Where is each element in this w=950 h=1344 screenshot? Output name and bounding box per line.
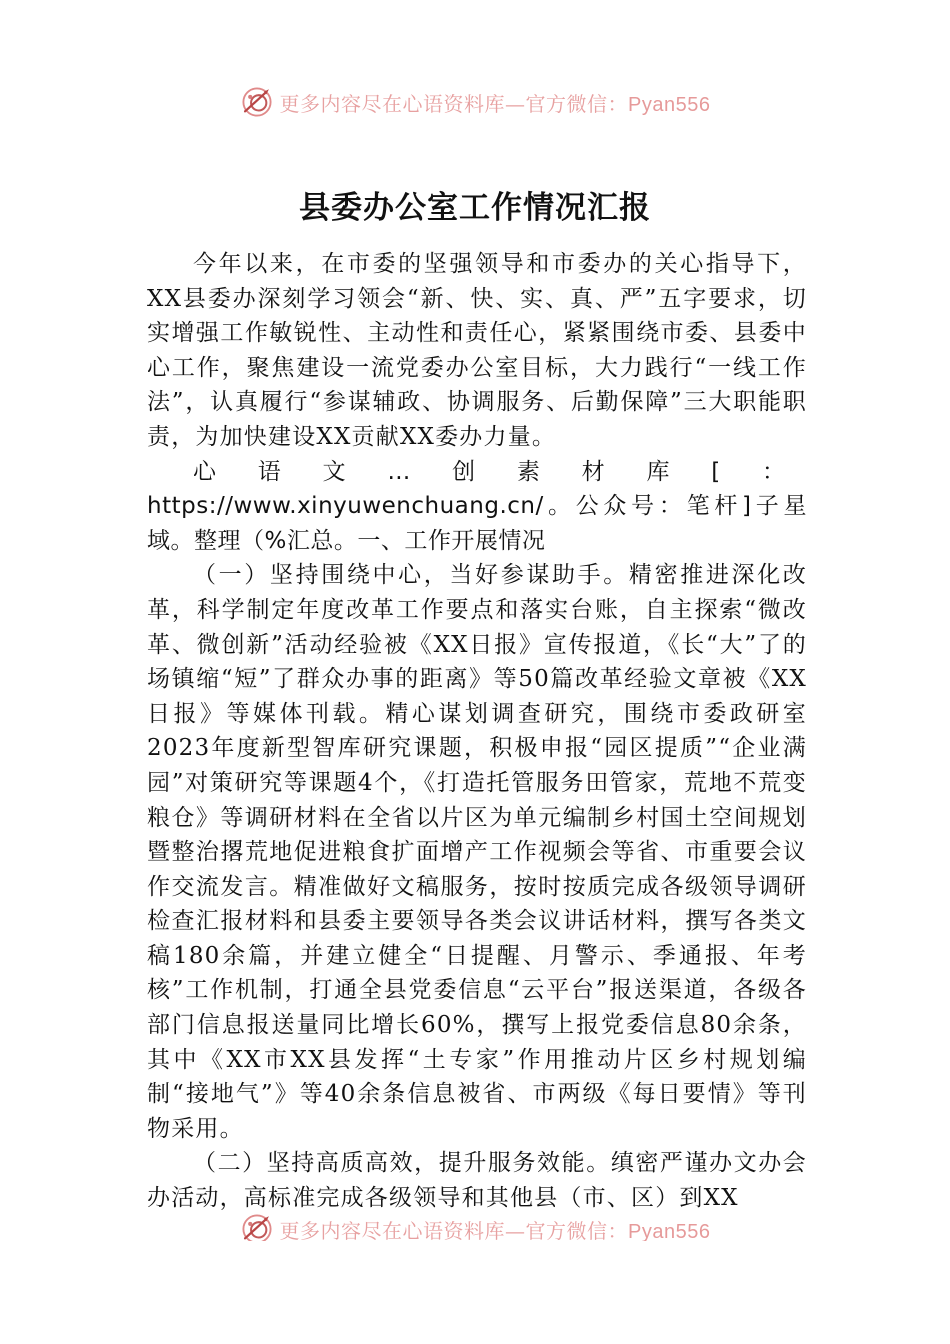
source-prefix: 心语文…创素材库[： <box>193 458 807 485</box>
document-body <box>147 247 807 1216</box>
brand-logo-icon <box>240 85 274 119</box>
watermark-text: 更多内容尽在心语资料库—官方微信：Pyan556 <box>279 1218 711 1241</box>
source-line <box>147 455 807 559</box>
source-rest: https://www.xinyuwenchuang.cn/。公众号：笔杆]子星域。整理（%汇总。一、工作开展情况 <box>147 493 807 554</box>
intro-paragraph: 今年以来，在市委的坚强领导和市委办的关心指导下，XX县委办深刻学习领会“新、快、实、真、严”五字要求，切实增强工作敏锐性、主动性和责任心，紧紧围绕市委、县委中心工作，聚焦建设一流党委办公室目标，大力践行“一线工作法”，认真履行“参谋辅政、协调服务、后勤保障”三大职能职责，为加快建设XX贡献XX委办力量。 <box>147 251 807 450</box>
brand-logo-icon <box>240 1212 274 1241</box>
section-2-paragraph: （二）坚持高质高效，提升服务效能。缜密严谨办文办会办活动，高标准完成各级领导和其他县（市、区）到XX <box>147 1150 807 1212</box>
section-1-paragraph: （一）坚持围绕中心，当好参谋助手。精密推进深化改革，科学制定年度改革工作要点和落实台账，自主探索“微改革、微创新”活动经验被《XX日报》宣传报道，《长“大”了的场镇缩“短”了群众办事的距离》等50篇改革经验文章被《XX日报》等媒体刊载。精心谋划调查研究，围绕市委政研室2023年度新型智库研究课题，积极申报“园区提质”“企业满园”对策研究等课题4个，《打造托管服务田管家，荒地不荒变粮仓》等调研材料在全省以片区为单元编制乡村国土空间规划暨整治撂荒地促进粮食扩面增产工作视频会等省、市重要会议作交流发言。精准做好文稿服务，按时按质完成各级领导调研检查汇报材料和县委主要领导各类会议讲话材料，撰写各类文稿180余篇，并建立健全“日提醒、月警示、季通报、年考核”工作机制，打通全县党委信息“云平台”报送渠道，各级各部门信息报送量同比增长60%，撰写上报党委信息80余条，其中《XX市XX县发挥“土专家”作用推动片区乡村规划编制“接地气”》等40余条信息被省、市两级《每日要情》等刊物采用。 <box>147 562 807 1142</box>
document-title: 县委办公室工作情况汇报 <box>299 190 651 226</box>
watermark-footer <box>0 1205 950 1241</box>
watermark-header <box>0 82 950 122</box>
watermark-text: 更多内容尽在心语资料库—官方微信：Pyan556 <box>279 91 711 116</box>
